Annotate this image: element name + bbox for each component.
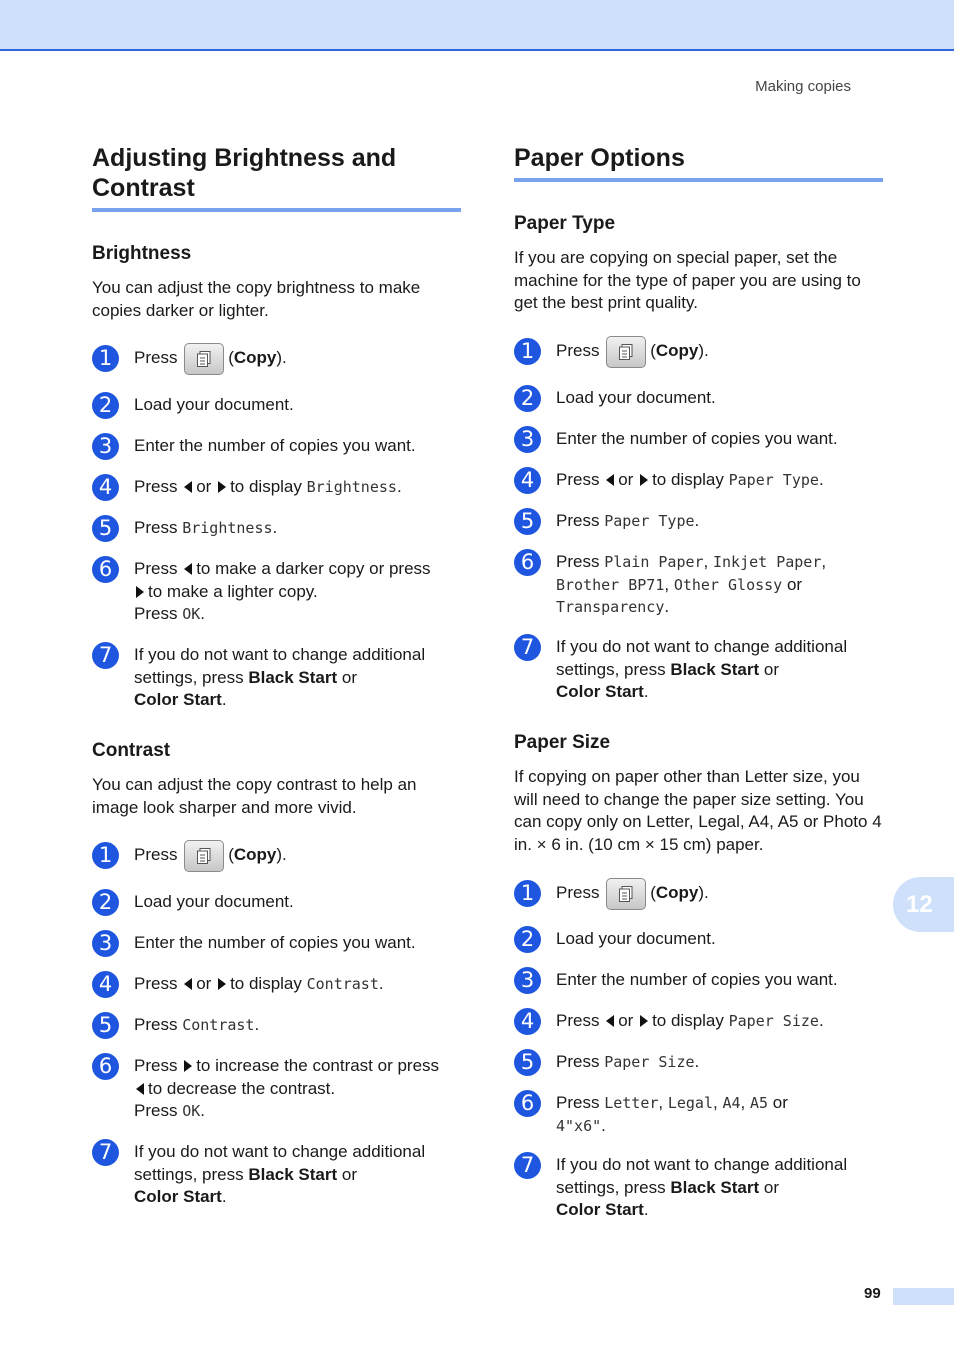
subheading-paper-size: Paper Size <box>514 732 611 753</box>
page-number-bar <box>893 1288 954 1305</box>
right-triangle-icon <box>136 586 144 598</box>
copy-key-icon <box>184 343 224 375</box>
subheading-paper-type: Paper Type <box>514 213 616 234</box>
subheading-contrast: Contrast <box>92 740 171 761</box>
right-triangle-icon <box>184 1060 192 1072</box>
paper-type-intro: If you are copying on special paper, set the machine for the type of paper you are using to get the best print quality. <box>514 248 861 312</box>
section-title-paper-options: Paper Options <box>514 144 685 172</box>
brightness-intro: You can adjust the copy brightness to make copies darker or lighter. <box>92 278 421 320</box>
title-rule <box>92 208 461 212</box>
left-triangle-icon <box>184 978 192 990</box>
lcd-option: Paper Type <box>728 471 819 489</box>
right-triangle-icon <box>640 1015 648 1027</box>
left-triangle-icon <box>606 1015 614 1027</box>
chapter-tab: 12 <box>893 877 954 932</box>
right-triangle-icon <box>640 474 648 486</box>
section-title-brightness-contrast: Adjusting Brightness and Contrast <box>92 144 397 202</box>
lcd-option: Contrast <box>182 1016 255 1034</box>
running-head: Making copies <box>755 78 851 95</box>
right-triangle-icon <box>218 481 226 493</box>
lcd-option: Paper Type <box>604 512 695 530</box>
left-triangle-icon <box>606 474 614 486</box>
left-triangle-icon <box>184 563 192 575</box>
lcd-option: Brightness <box>182 519 273 537</box>
ok-key: OK <box>182 605 201 623</box>
left-triangle-icon <box>184 481 192 493</box>
subheading-brightness: Brightness <box>92 243 192 264</box>
lcd-option: Brightness <box>306 478 397 496</box>
paper-size-intro: If copying on paper other than Letter size, you will need to change the paper size setting. You can copy only on Letter, Legal, A4, A5 or Photo 4 in. × 6 in. (10 cm × 15 cm) paper. <box>514 767 882 854</box>
ok-key: OK <box>182 1102 201 1120</box>
step-number: 1 <box>92 345 119 372</box>
copy-key-label: Copy <box>233 348 277 367</box>
left-triangle-icon <box>136 1083 144 1095</box>
copy-key-icon <box>184 840 224 872</box>
top-header-band <box>0 0 954 51</box>
lcd-option: Paper Size <box>604 1053 695 1071</box>
contrast-intro: You can adjust the copy contrast to help an image look sharper and more vivid. <box>92 775 417 817</box>
page-number: 99 <box>864 1285 881 1302</box>
lcd-option: Paper Size <box>728 1012 819 1030</box>
copy-key-icon <box>606 878 646 910</box>
lcd-option: Contrast <box>306 975 379 993</box>
right-triangle-icon <box>218 978 226 990</box>
copy-key-icon <box>606 336 646 368</box>
title-rule <box>514 178 883 182</box>
